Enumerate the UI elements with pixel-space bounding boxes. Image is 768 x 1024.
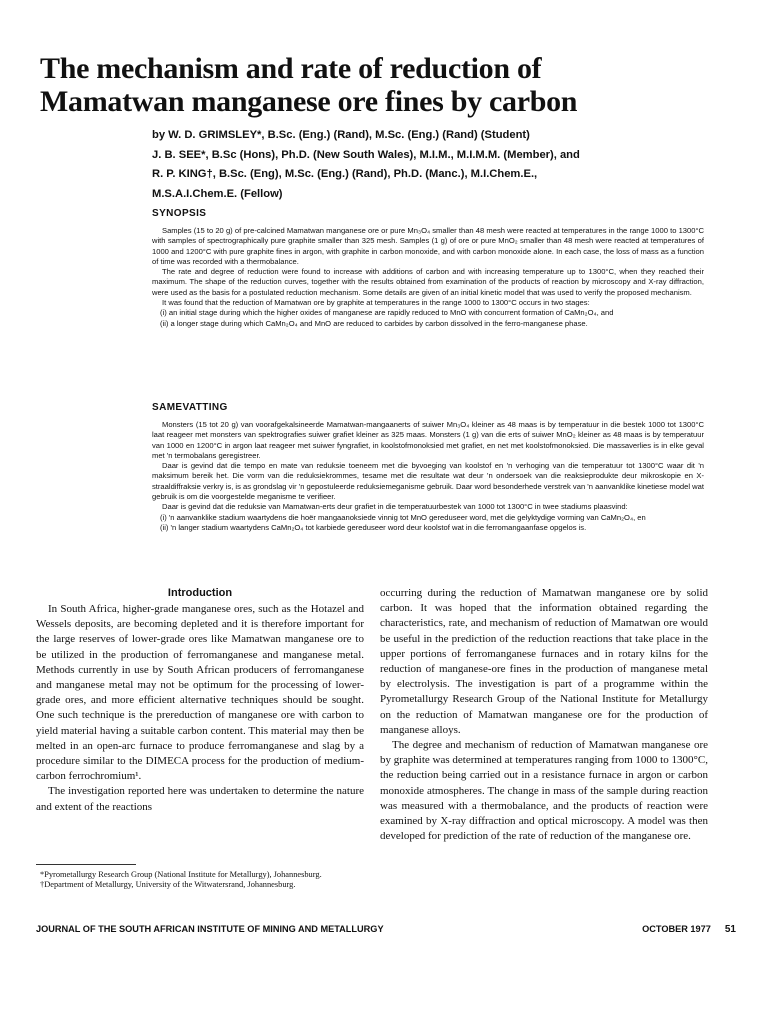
author-line: by W. D. GRIMSLEY*, B.Sc. (Eng.) (Rand), M.Sc. (Eng.) (Rand) (Student)	[152, 129, 530, 141]
paper-title	[40, 52, 740, 118]
page-number: 51	[724, 924, 736, 935]
author-block	[152, 126, 742, 204]
samevatting-heading: SAMEVATTING	[152, 402, 228, 413]
samevatting-body	[152, 420, 704, 533]
footnote: *Pyrometallurgy Research Group (National Institute for Metallurgy), Johannesburg.	[40, 870, 322, 879]
journal-name: JOURNAL OF THE SOUTH AFRICAN INSTITUTE OF MINING AND METALLURGY	[36, 924, 384, 934]
synopsis-paragraph: The rate and degree of reduction were found to increase with additions of carbon and with increasing temperature up to 1300°C, when they reached their maximum. The shape of the reduction curves, together with the results obtained from examination of the products of reaction by microscopy and X-ray diffraction, were used as the basis for a postulated reduction mechanism. Some details are given of an initial kinetic model that was used to verify the proposed mechanism.	[152, 267, 704, 297]
right-column	[380, 586, 708, 844]
synopsis-paragraph: Samples (15 to 20 g) of pre-calcined Mamatwan manganese ore or pure Mn₃O₄ smaller than 48 mesh were reacted at temperatures in the range 1000 to 1300°C with samples of spectrographically pure graphite smaller than 325 mesh. Samples (1 g) of ore or pure MnO₂ smaller than 48 mesh were reacted at temperatures of 1000 and 1200°C with pure graphite fines in argon, with graphite in carbon monoxide, and with carbon monoxide alone. In each case, the loss of mass as a function of time was recorded with a thermobalance.	[152, 226, 704, 266]
synopsis-list-item: (i) an initial stage during which the higher oxides of manganese are rapidly reduced to MnO with concurrent formation of CaMn₂O₄, and	[160, 308, 614, 318]
body-paragraph: In South Africa, higher-grade manganese ores, such as the Hotazel and Wessels deposits, are becoming depleted and it is therefore important for the large reserves of lower-grade ores like Mamatwan manganese ore to be utilized in the production of ferromanganese and manganese metal. Methods currently in use by South African producers of ferromanganese and manganese metal may not be optimum for the processing of lower-grade ores, and more efficient alternative techniques should be sought. One such technique is the prereduction of manganese ore with carbon to yield material having a suitable carbon content. This material may then be melted in an open-arc furnace to produce ferromanganese and slag by a procedure similar to the DIMECA process for the production of medium-carbon ferrochromium¹.	[36, 603, 364, 783]
title-line-1: The mechanism and rate of reduction of	[40, 52, 542, 85]
samevatting-paragraph: Daar is gevind dat die tempo en mate van reduksie toeneem met die byvoeging van koolstof en 'n verhoging van die temperatuur tot 1300°C waar dit 'n maksimum bereik het. Die vorm van die reduksiekrommes, tesame met die resultate wat deur 'n ondersoek van die reaksieprodukte deur mikroskopie en X-straaldiffraksie verkry is, is as grondslag vir 'n gepostuleerde reduksiemeganisme gebruik. Daar word besonderhede verstrek van 'n aanvanklike kinetiese model wat gebruik is om die voorgestelde meganisme te verifieer.	[152, 461, 704, 502]
samevatting-list-item: (ii) 'n langer stadium waartydens CaMn₂O₄ tot karbiede gereduseer word deur koolstof wat in die ferromangaanfase opgelos is.	[160, 522, 587, 532]
synopsis-list-item: (ii) a longer stage during which CaMn₂O₄ and MnO are reduced to carbides by carbon dissolved in the ferro-manganese phase.	[160, 318, 588, 328]
samevatting-paragraph: Monsters (15 tot 20 g) van voorafgekalsineerde Mamatwan-mangaanerts of suiwer Mn₃O₄ kleiner as 48 maas is by temperatuur in die bestek 1000 tot 1300°C laat reageer met monsters van spektrografies suiwer grafiet kleiner as 325 maas. Monsters (1 g) van die erts of suiwer MnO₂ kleiner as 48 maas is by temperatuur van 1000 en 1200°C in argon laat reageer met suiwer fyngrafiet, in koolstofmonoksied met grafiet, en net met koolstofmonoksied. Die massaverlies is in elke geval met 'n termobalans geregistreer.	[152, 420, 704, 460]
author-line: R. P. KING†, B.Sc. (Eng), M.Sc. (Eng.) (Rand), Ph.D. (Manc.), M.I.Chem.E.,	[152, 168, 538, 180]
synopsis-paragraph: It was found that the reduction of Mamatwan ore by graphite at temperatures in the range 1000 to 1300°C occurs in two stages:	[162, 298, 590, 308]
synopsis-body	[152, 226, 704, 329]
author-line: J. B. SEE*, B.Sc (Hons), Ph.D. (New South Wales), M.I.M., M.I.M.M. (Member), and	[152, 148, 580, 161]
samevatting-list-item: (i) 'n aanvanklike stadium waartydens die hoër mangaanoksiede vinnig tot MnO gereduseer word, met die gelyktydige vorming van CaMn₂O₄, en	[160, 512, 646, 522]
footnotes	[36, 870, 364, 891]
footer-right	[642, 924, 736, 935]
title-line-2: Mamatwan manganese ore fines by carbon	[40, 85, 578, 118]
body-paragraph: occurring during the reduction of Mamatwan manganese ore by solid carbon. It was hoped that the information obtained regarding the characteristics, rate, and mechanism of reduction of Mamatwan ore would be useful in the prediction of the reduction reactions that take place in the upper portions of ferromanganese furnaces and in rotary kilns for the reduction of manganese-ore fines in the production of manganese metal by electrolysis. The investigation is part of a programme within the Pyrometallurgy Research Group of the National Institute for Metallurgy on the reduction of Mamatwan manganese ore for the production of manganese alloys.	[380, 587, 708, 736]
synopsis-heading: SYNOPSIS	[152, 208, 207, 219]
body-paragraph: The degree and mechanism of reduction of Mamatwan manganese ore by graphite was determined at temperatures ranging from 1000 to 1300°C, the reduction being carried out in a resistance furnace in argon or carbon monoxide atmospheres. The change in mass of the sample during reaction was measured with a thermobalance, and the products of reaction were examined by X-ray diffraction and optical microscopy. A model was then developed for prediction of the rate of reduction of the manganese ore.	[380, 739, 708, 843]
author-line: M.S.A.I.Chem.E. (Fellow)	[152, 187, 283, 200]
body-paragraph: The investigation reported here was undertaken to determine the nature and extent of the reactions	[36, 785, 364, 813]
left-column	[36, 586, 364, 815]
footnote: †Department of Metallurgy, University of the Witwatersrand, Johannesburg.	[40, 880, 296, 890]
issue-date: OCTOBER 1977	[642, 924, 711, 934]
samevatting-paragraph: Daar is gevind dat die reduksie van Mamatwan-erts deur grafiet in die temperatuurbestek van 1000 tot 1300°C in twee stadiums plaasvind:	[162, 502, 628, 512]
footnote-divider	[36, 864, 136, 865]
introduction-heading: Introduction	[167, 587, 233, 599]
